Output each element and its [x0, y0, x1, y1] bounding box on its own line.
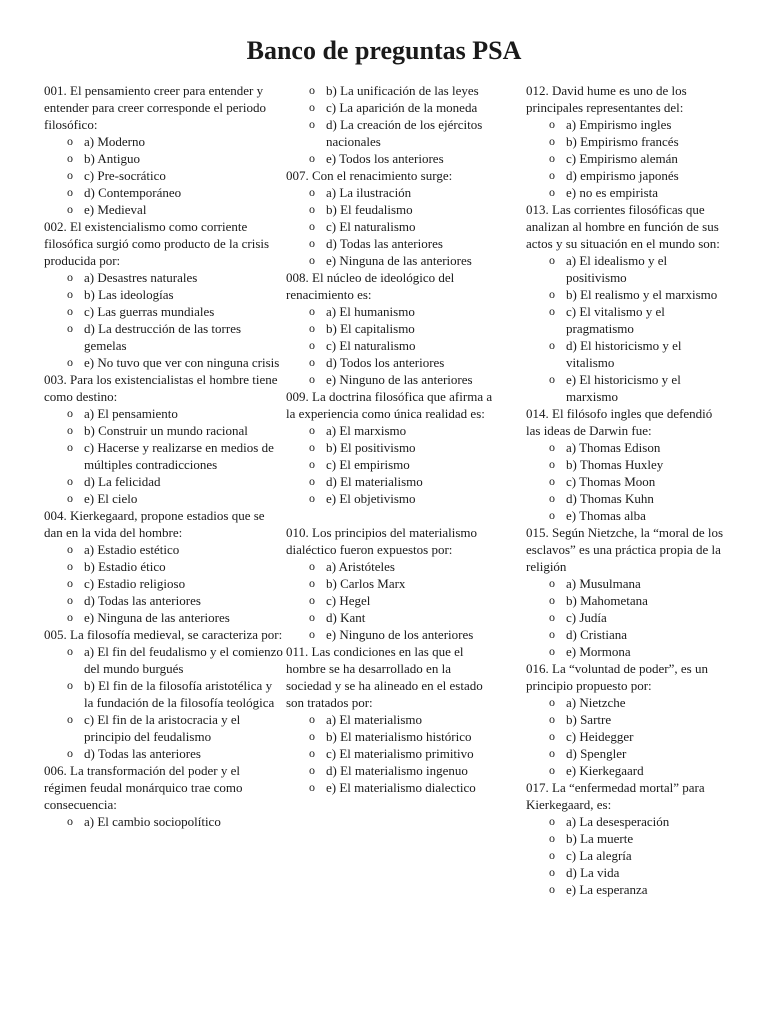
question	[44, 507, 284, 626]
option-item: o a) El cambio sociopolítico	[44, 813, 284, 830]
column-3	[526, 82, 726, 898]
option-item: o d) Kant	[286, 609, 498, 626]
option-item: o b) El realismo y el marxismo	[526, 286, 726, 303]
question-text: 014. El filósofo ingles que defendió las ideas de Darwin fue:	[526, 406, 713, 438]
option-item: o c) El materialismo primitivo	[286, 745, 498, 762]
option-item: o c) El vitalismo y el pragmatismo	[526, 303, 726, 337]
question	[44, 82, 284, 218]
option-item: o c) Judía	[526, 609, 726, 626]
question	[286, 643, 498, 796]
option-item: o b) Sartre	[526, 711, 726, 728]
option-item: o c) El fin de la aristocracia y el principio del feudalismo	[44, 711, 284, 745]
option-item: o e) El objetivismo	[286, 490, 498, 507]
option-item: o d) El materialismo	[286, 473, 498, 490]
option-item: o b) El fin de la filosofía aristotélica y la fundación de la filosofía teológica	[44, 677, 284, 711]
option-item: o a) Empirismo ingles	[526, 116, 726, 133]
option-item: o d) La creación de los ejércitos nacionales	[286, 116, 498, 150]
question-text: 016. La “voluntad de poder”, es un principio propuesto por:	[526, 661, 708, 693]
option-item: o b) Thomas Huxley	[526, 456, 726, 473]
question-text: 008. El núcleo de ideológico del renacimiento es:	[286, 270, 455, 302]
option-item: o a) El marxismo	[286, 422, 498, 439]
option-item: o c) Las guerras mundiales	[44, 303, 284, 320]
option-item: o d) Todas las anteriores	[286, 235, 498, 252]
question-text: 002. El existencialismo como corriente filosófica surgió como producto de la crisis producida por:	[44, 219, 270, 268]
options-list	[526, 813, 726, 898]
option-item: o a) Nietzche	[526, 694, 726, 711]
option-item: o d) Thomas Kuhn	[526, 490, 726, 507]
options-list	[286, 711, 498, 796]
question	[286, 524, 498, 643]
options-list	[44, 133, 284, 218]
option-item: o d) El materialismo ingenuo	[286, 762, 498, 779]
question	[526, 201, 726, 405]
question-text: 011. Las condiciones en las que el hombre se ha desarrollado en la sociedad y se ha alineado en el estado son tratados por:	[286, 644, 483, 710]
options-list	[44, 269, 284, 371]
option-item: o a) El materialismo	[286, 711, 498, 728]
question-text: 009. La doctrina filosófica que afirma a la experiencia como única realidad es:	[286, 389, 493, 421]
option-item: o e) La esperanza	[526, 881, 726, 898]
question-text: 005. La filosofía medieval, se caracteriza por:	[44, 627, 283, 642]
question-text: 006. La transformación del poder y el régimen feudal monárquico trae como consecuencia:	[44, 763, 243, 812]
option-item: o a) Thomas Edison	[526, 439, 726, 456]
option-item: o c) El naturalismo	[286, 218, 498, 235]
options-list	[44, 643, 284, 762]
options-list	[526, 116, 726, 201]
question-text: 012. David hume es uno de los principales representantes del:	[526, 83, 687, 115]
question-text: 017. La “enfermedad mortal” para Kierkegaard, es:	[526, 780, 705, 812]
option-item: o b) El feudalismo	[286, 201, 498, 218]
question-text: 010. Los principios del materialismo dialéctico fueron expuestos por:	[286, 525, 477, 557]
question	[286, 167, 498, 269]
column-2	[286, 82, 498, 796]
option-item: o e) Thomas alba	[526, 507, 726, 524]
question	[526, 660, 726, 779]
option-item: o c) Hegel	[286, 592, 498, 609]
option-item: o b) Estadio ético	[44, 558, 284, 575]
option-item: o d) El historicismo y el vitalismo	[526, 337, 726, 371]
options-list	[526, 439, 726, 524]
option-item: o c) Empirismo alemán	[526, 150, 726, 167]
options-list	[44, 405, 284, 507]
option-item: o a) Musulmana	[526, 575, 726, 592]
question-text: 007. Con el renacimiento surge:	[286, 168, 453, 183]
question	[526, 82, 726, 201]
option-item: o c) El empirismo	[286, 456, 498, 473]
option-item: o a) La desesperación	[526, 813, 726, 830]
option-item: o e) El materialismo dialectico	[286, 779, 498, 796]
question-text: 004. Kierkegaard, propone estadios que se dan en la vida del hombre:	[44, 508, 265, 540]
option-item: o c) La aparición de la moneda	[286, 99, 498, 116]
question	[526, 779, 726, 898]
option-item: o c) Thomas Moon	[526, 473, 726, 490]
option-item: o d) Spengler	[526, 745, 726, 762]
option-item: o a) El humanismo	[286, 303, 498, 320]
option-item: o a) El idealismo y el positivismo	[526, 252, 726, 286]
option-item: o a) Estadio estético	[44, 541, 284, 558]
option-item: o d) Todos los anteriores	[286, 354, 498, 371]
option-item: o a) Aristóteles	[286, 558, 498, 575]
option-item: o d) La vida	[526, 864, 726, 881]
option-item: o b) Las ideologías	[44, 286, 284, 303]
options-list	[286, 558, 498, 643]
option-item: o d) Todas las anteriores	[44, 745, 284, 762]
spacer	[286, 507, 498, 524]
option-item: o b) La unificación de las leyes	[286, 82, 498, 99]
question-text: 015. Según Nietzche, la “moral de los esclavos” es una práctica propia de la religión	[526, 525, 724, 574]
question	[44, 626, 284, 762]
option-item: o d) empirismo japonés	[526, 167, 726, 184]
question-text: 013. Las corrientes filosóficas que analizan al hombre en función de sus actos y su situación en el mundo son:	[526, 202, 720, 251]
option-item: o b) El capitalismo	[286, 320, 498, 337]
option-item: o e) El historicismo y el marxismo	[526, 371, 726, 405]
options-list	[44, 813, 284, 830]
option-item: o e) no es empirista	[526, 184, 726, 201]
option-item: o e) Mormona	[526, 643, 726, 660]
question	[44, 762, 284, 830]
option-item: o a) Desastres naturales	[44, 269, 284, 286]
option-item: o c) El naturalismo	[286, 337, 498, 354]
options-list	[286, 422, 498, 507]
option-item: o e) Ninguna de las anteriores	[286, 252, 498, 269]
option-item: o b) Mahometana	[526, 592, 726, 609]
option-item: o b) Carlos Marx	[286, 575, 498, 592]
option-item: o e) Ninguna de las anteriores	[44, 609, 284, 626]
option-item: o c) Estadio religioso	[44, 575, 284, 592]
question-text: 001. El pensamiento creer para entender y entender para creer corresponde el periodo filosófico:	[44, 83, 266, 132]
option-item: o a) El fin del feudalismo y el comienzo del mundo burgués	[44, 643, 284, 677]
options-list	[526, 694, 726, 779]
option-item: o e) Medieval	[44, 201, 284, 218]
question	[286, 82, 498, 167]
column-1	[44, 82, 284, 830]
option-item: o e) No tuvo que ver con ninguna crisis	[44, 354, 284, 371]
option-item: o d) La felicidad	[44, 473, 284, 490]
option-item: o a) La ilustración	[286, 184, 498, 201]
option-item: o d) Todas las anteriores	[44, 592, 284, 609]
options-list	[286, 184, 498, 269]
option-item: o e) Todos los anteriores	[286, 150, 498, 167]
option-item: o e) El cielo	[44, 490, 284, 507]
option-item: o c) Pre-socrático	[44, 167, 284, 184]
page-title: Banco de preguntas PSA	[246, 36, 522, 65]
options-list	[526, 252, 726, 405]
question-text: 003. Para los existencialistas el hombre tiene como destino:	[44, 372, 278, 404]
options-list	[286, 303, 498, 388]
option-item: o e) Ninguno de los anteriores	[286, 626, 498, 643]
option-item: o a) El pensamiento	[44, 405, 284, 422]
option-item: o c) Heidegger	[526, 728, 726, 745]
option-item: o b) El materialismo histórico	[286, 728, 498, 745]
option-item: o b) Construir un mundo racional	[44, 422, 284, 439]
option-item: o e) Kierkegaard	[526, 762, 726, 779]
option-item: o d) La destrucción de las torres gemelas	[44, 320, 284, 354]
question	[44, 371, 284, 507]
option-item: o d) Contemporáneo	[44, 184, 284, 201]
option-item: o d) Cristiana	[526, 626, 726, 643]
option-item: o b) El positivismo	[286, 439, 498, 456]
option-item: o a) Moderno	[44, 133, 284, 150]
options-list	[526, 575, 726, 660]
question	[286, 269, 498, 388]
options-list	[44, 541, 284, 626]
option-item: o b) La muerte	[526, 830, 726, 847]
option-item: o e) Ninguno de las anteriores	[286, 371, 498, 388]
option-item: o b) Empirismo francés	[526, 133, 726, 150]
option-item: o c) Hacerse y realizarse en medios de múltiples contradicciones	[44, 439, 284, 473]
question	[526, 405, 726, 524]
option-item: o b) Antiguo	[44, 150, 284, 167]
question	[286, 388, 498, 507]
options-list	[286, 82, 498, 167]
question	[526, 524, 726, 660]
question	[44, 218, 284, 371]
option-item: o c) La alegría	[526, 847, 726, 864]
